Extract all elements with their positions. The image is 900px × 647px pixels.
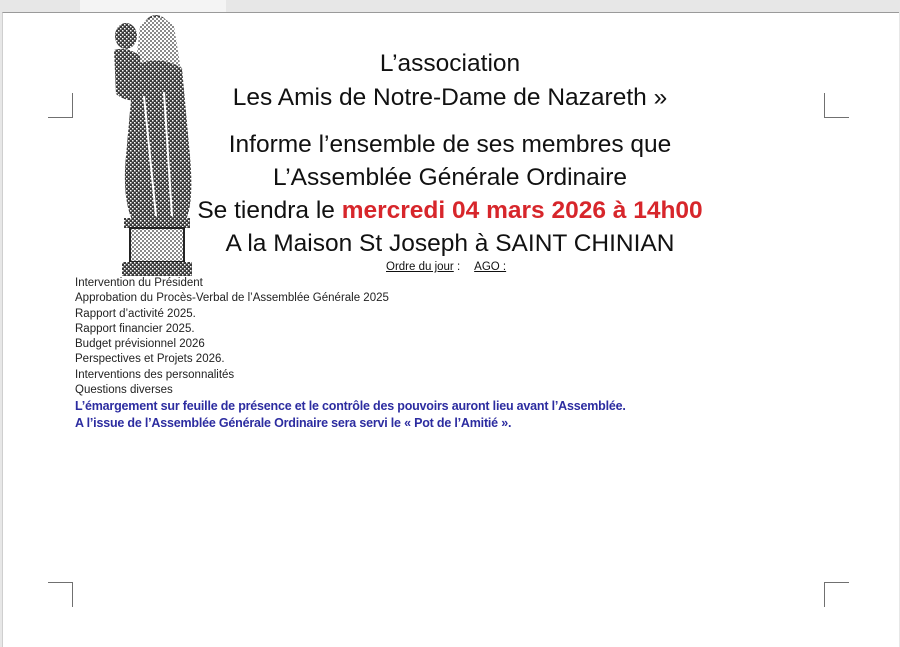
agenda-title-colon: : [453,261,461,273]
header-line-inform: Informe l’ensemble de ses membres que [228,131,672,158]
corner-mark-top-right [824,93,849,118]
corner-mark-top-left [48,93,73,118]
notice-reception: A l’issue de l’Assemblée Générale Ordinaire sera servi le « Pot de l’Amitié ». [75,416,512,430]
header-line-association-name: Les Amis de Notre-Dame de Nazareth » [232,84,668,111]
corner-mark-bottom-left [48,582,73,607]
agenda-label: AGO : [474,261,507,273]
agenda-list [75,276,389,398]
header-line-venue: A la Maison St Joseph à SAINT CHINIAN [225,230,675,257]
corner-mark-bottom-right [824,582,849,607]
agenda-item: Rapport financier 2025. [75,322,195,335]
agenda-item: Rapport d’activité 2025. [75,307,196,320]
notice-attendance: L’émargement sur feuille de présence et le contrôle des pouvoirs auront lieu avant l’Assemblée. [75,399,626,413]
agenda-item: Budget prévisionnel 2026 [75,338,205,351]
header-date-prefix: Se tiendra le [197,197,342,224]
agenda-item: Intervention du Président [75,277,203,289]
header-line-association: L’association [379,50,521,77]
agenda-heading [386,261,506,273]
agenda-item: Approbation du Procès-Verbal de l’Assemblée Générale 2025 [75,292,389,305]
header-line-date [150,199,750,224]
header-line-assembly: L’Assemblée Générale Ordinaire [272,164,628,191]
header-date-highlight: mercredi 04 mars 2026 à 14h00 [341,197,703,224]
agenda-item: Perspectives et Projets 2026. [75,353,225,366]
agenda-item: Interventions des personnalités [75,368,235,381]
agenda-title: Ordre du jour [386,261,454,273]
agenda-item: Questions diverses [75,384,173,397]
